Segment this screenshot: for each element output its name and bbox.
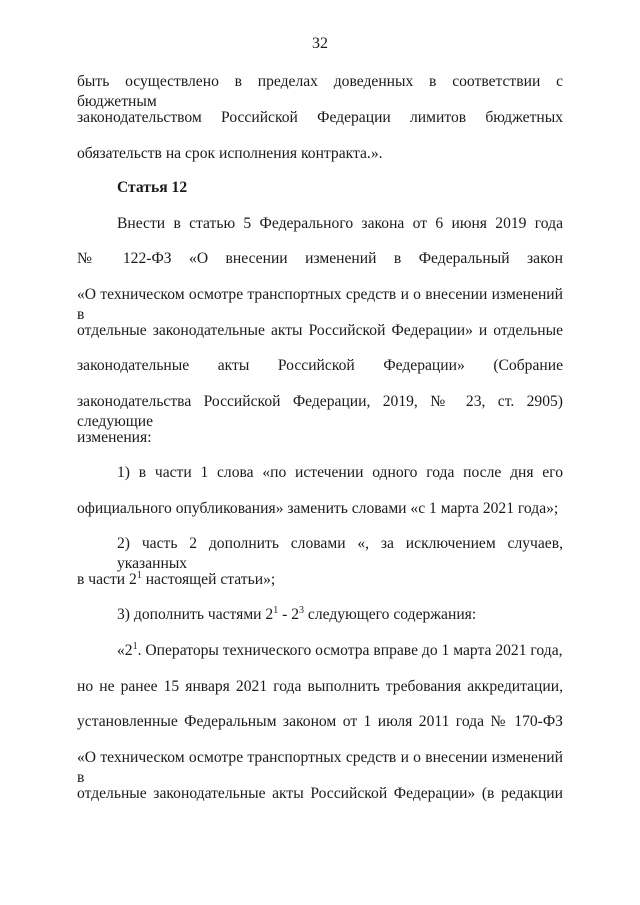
text-line-2: законодательством Российской Федерации лимитов бюджетных — [77, 109, 563, 126]
text-line-10: законодательства Российской Федерации, 2019, № 23, ст. 2905) следующие — [77, 393, 563, 430]
text-16-post: следующего содержания: — [304, 606, 477, 623]
text-line-8: отдельные законодательные акты Российской Федерации» и отдельные — [77, 322, 563, 339]
text-15-pre: в части 2 — [77, 571, 137, 588]
text-17-pre: «2 — [117, 642, 133, 659]
text-line-17 — [117, 641, 563, 661]
text-line-12: 1) в части 1 слова «по истечении одного года после дня его — [117, 464, 563, 481]
text-17-post: . Операторы технического осмотра вправе до 1 марта 2021 года, — [137, 642, 563, 659]
text-line-18: но не ранее 15 января 2021 года выполнить требования аккредитации, — [77, 678, 563, 695]
text-line-1: быть осуществлено в пределах доведенных в соответствии с бюджетным — [77, 73, 563, 110]
text-line-16 — [117, 605, 563, 625]
text-15-post: настоящей статьи»; — [141, 571, 276, 588]
superscript: 1 — [132, 640, 138, 652]
text-16-mid: - 2 — [278, 606, 300, 623]
superscript: 1 — [136, 569, 142, 581]
text-line-15 — [77, 570, 563, 590]
text-line-3: обязательств на срок исполнения контракта.». — [77, 145, 383, 162]
text-line-13: официального опубликования» заменить словами «с 1 марта 2021 года»; — [77, 500, 559, 517]
text-line-11: изменения: — [77, 429, 152, 446]
text-line-19: установленные Федеральным законом от 1 июля 2011 года № 170-ФЗ — [77, 713, 563, 730]
text-16-pre: 3) дополнить частями 2 — [117, 606, 274, 623]
text-line-21: отдельные законодательные акты Российской Федерации» (в редакции — [77, 785, 563, 802]
text-line-9: законодательные акты Российской Федерации» (Собрание — [77, 357, 563, 374]
text-line-5: Внести в статью 5 Федерального закона от 6 июня 2019 года — [117, 215, 563, 232]
article-heading: Статья 12 — [117, 179, 188, 196]
page-number: 32 — [312, 35, 328, 52]
text-line-7: «О техническом осмотре транспортных средств и о внесении изменений в — [77, 286, 563, 323]
superscript: 1 — [273, 604, 279, 616]
text-line-20: «О техническом осмотре транспортных средств и о внесении изменений в — [77, 749, 563, 786]
text-line-6: № 122-ФЗ «О внесении изменений в Федеральный закон — [77, 250, 563, 267]
superscript: 3 — [299, 604, 305, 616]
text-line-14: 2) часть 2 дополнить словами «, за исключением случаев, указанных — [117, 535, 563, 572]
